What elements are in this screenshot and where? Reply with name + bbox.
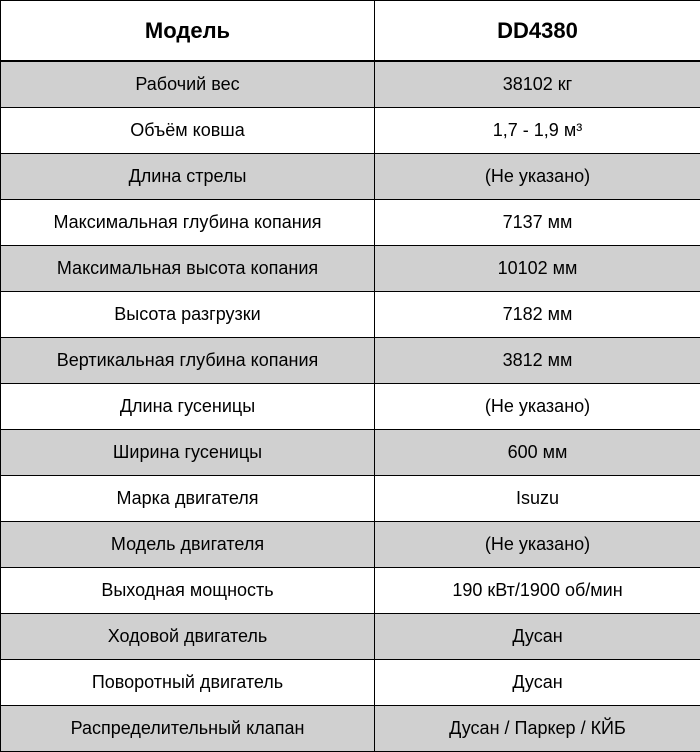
spec-label-cell: Ходовой двигатель [1,614,375,660]
spec-value-cell: 600 мм [375,430,700,476]
spec-label-cell: Поворотный двигатель [1,660,375,706]
spec-label-cell: Длина стрелы [1,154,375,200]
spec-value-cell: Дусан [375,614,700,660]
spec-label-cell: Максимальная высота копания [1,246,375,292]
spec-value-cell: Дусан [375,660,700,706]
table-row [1,430,700,476]
spec-value-cell: (Не указано) [375,154,700,200]
table-row [1,292,700,338]
spec-label-cell: Максимальная глубина копания [1,200,375,246]
spec-value-cell: 7182 мм [375,292,700,338]
spec-label-cell: Ширина гусеницы [1,430,375,476]
spec-value-cell: (Не указано) [375,384,700,430]
spec-value-cell: 38102 кг [375,61,700,108]
table-row [1,614,700,660]
header-row [1,1,700,62]
spec-label-cell: Выходная мощность [1,568,375,614]
table-row [1,476,700,522]
spec-label-cell: Объём ковша [1,108,375,154]
header-model-value: DD4380 [375,1,700,62]
table-header [1,1,700,62]
spec-label-cell: Рабочий вес [1,61,375,108]
spec-label-cell: Вертикальная глубина копания [1,338,375,384]
spec-value-cell: 190 кВт/1900 об/мин [375,568,700,614]
table-row [1,200,700,246]
spec-value-cell: 10102 мм [375,246,700,292]
table-row [1,108,700,154]
spec-label-cell: Длина гусеницы [1,384,375,430]
table-row [1,660,700,706]
table-body [1,61,700,752]
spec-value-cell: 7137 мм [375,200,700,246]
spec-label-cell: Распределительный клапан [1,706,375,752]
spec-value-cell: 3812 мм [375,338,700,384]
table-row [1,154,700,200]
table-row [1,384,700,430]
spec-value-cell: (Не указано) [375,522,700,568]
spec-value-cell: 1,7 - 1,9 м³ [375,108,700,154]
table-row [1,338,700,384]
header-model-label: Модель [1,1,375,62]
spec-value-cell: Дусан / Паркер / КЙБ [375,706,700,752]
spec-label-cell: Модель двигателя [1,522,375,568]
table-row [1,246,700,292]
table-row [1,522,700,568]
table-row [1,568,700,614]
table-row [1,61,700,108]
spec-label-cell: Высота разгрузки [1,292,375,338]
spec-label-cell: Марка двигателя [1,476,375,522]
table-row [1,706,700,752]
spec-value-cell: Isuzu [375,476,700,522]
